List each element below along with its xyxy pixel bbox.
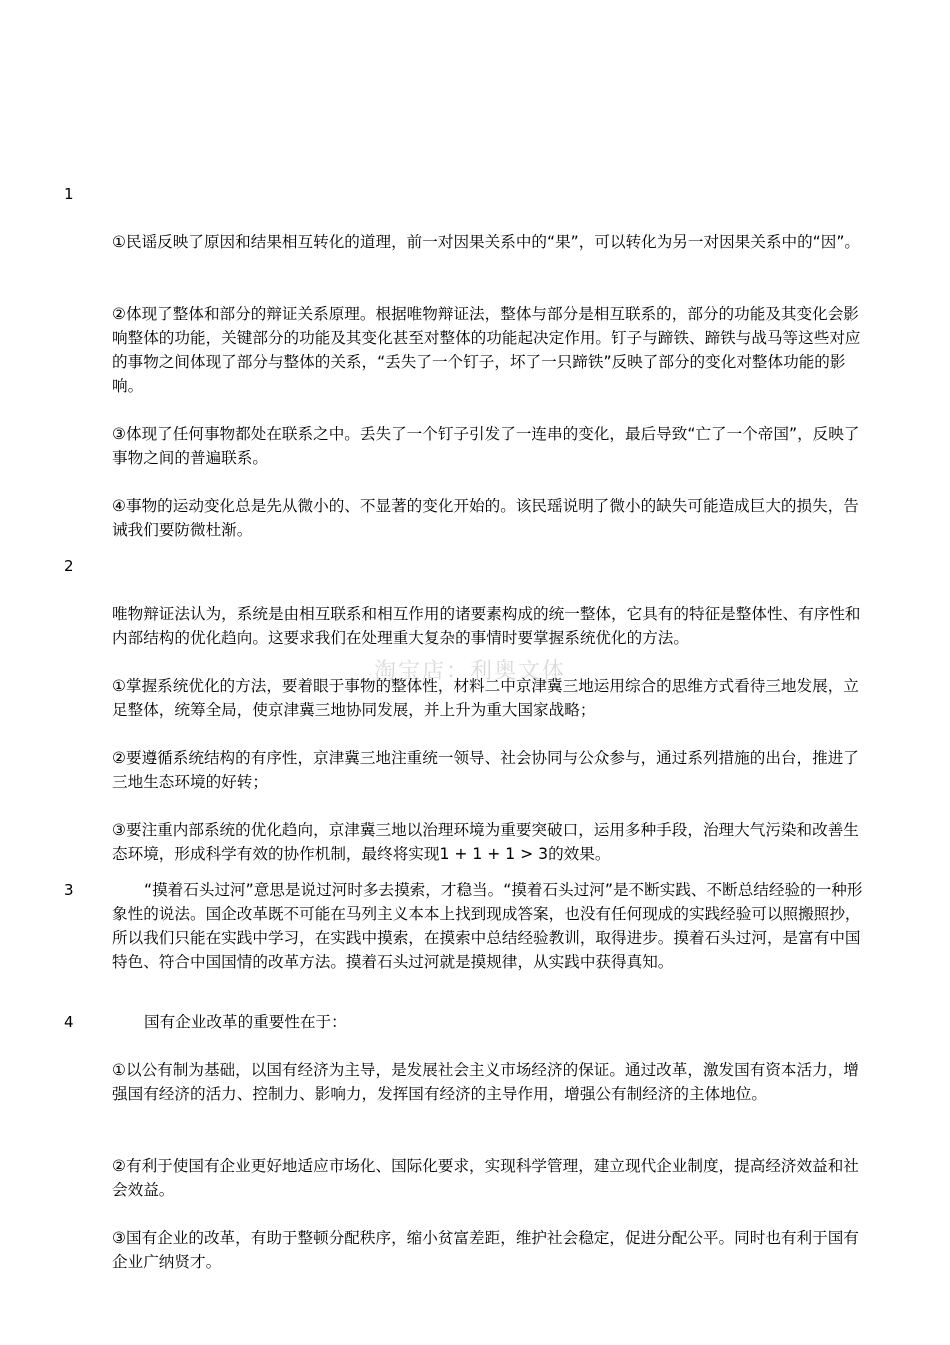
paragraph: ④事物的运动变化总是先从微小的、不显著的变化开始的。该民瑶说明了微小的缺失可能造成巨大的损失，告诫我们要防微杜渐。 xyxy=(112,497,859,539)
paragraph: ①民谣反映了原因和结果相互转化的道理，前一对因果关系中的“果”，可以转化为另一对因果关系中的“因”。 xyxy=(112,233,861,251)
watermark-text: 淘宝店：利奥文体 xyxy=(374,659,567,684)
item-number: 2 xyxy=(64,557,74,575)
paragraph: “摸着石头过河”意思是说过河时多去摸索，才稳当。“摸着石头过河”是不断实践、不断总结经验的一种形象性的说法。国企改革既不可能在马列主义本本上找到现成答案，也没有任何现成的实践经验可以照搬照抄，所以我们只能在实践中学习，在实践中摸索，在摸索中总结经验教训，取得进步。摸着石头过河，是富有中国特色、符合中国国情的改革方法。摸着石头过河就是摸规律，从实践中获得真知。 xyxy=(112,881,863,971)
paragraph: ①以公有制为基础，以国有经济为主导，是发展社会主义市场经济的保证。通过改革，激发国有资本活力，增强国有经济的活力、控制力、影响力，发挥国有经济的主导作用，增强公有制经济的主体地位。 xyxy=(112,1061,859,1103)
paragraph: ②有利于使国有企业更好地适应市场化、国际化要求，实现科学管理，建立现代企业制度，提高经济效益和社会效益。 xyxy=(112,1157,859,1199)
paragraph: 唯物辩证法认为，系统是由相互联系和相互作用的诸要素构成的统一整体，它具有的特征是整体性、有序性和内部结构的优化趋向。这要求我们在处理重大复杂的事情时要掌握系统优化的方法。 xyxy=(112,605,861,647)
paragraph: ②体现了整体和部分的辩证关系原理。根据唯物辩证法，整体与部分是相互联系的，部分的功能及其变化会影响整体的功能，关键部分的功能及其变化甚至对整体的功能起决定作用。钉子与蹄铁、蹄铁与战马等这些对应的事物之间体现了部分与整体的关系，“丢失了一个钉子，坏了一只蹄铁”反映了部分的变化对整体功能的影响。 xyxy=(112,305,861,395)
item-number: 3 xyxy=(64,881,74,899)
item-number: 1 xyxy=(64,185,74,203)
paragraph: ③国有企业的改革，有助于整顿分配秩序，缩小贫富差距，维护社会稳定，促进分配公平。同时也有利于国有企业广纳贤才。 xyxy=(112,1229,859,1271)
paragraph: ③体现了任何事物都处在联系之中。丢失了一个钉子引发了一连串的变化，最后导致“亡了一个帝国”，反映了事物之间的普遍联系。 xyxy=(112,425,860,467)
paragraph: 国有企业改革的重要性在于： xyxy=(144,1013,347,1031)
paragraph: ②要遵循系统结构的有序性，京津冀三地注重统一领导、社会协同与公众参与，通过系列措施的出台，推进了三地生态环境的好转； xyxy=(112,749,859,791)
paragraph: ③要注重内部系统的优化趋向，京津冀三地以治理环境为重要突破口，运用多种手段，治理大气污染和改善生态环境，形成科学有效的协作机制，最终将实现1 + 1 + 1 > 3的效果。 xyxy=(112,821,859,863)
item-number: 4 xyxy=(64,1013,74,1031)
paragraph: ①掌握系统优化的方法，要着眼于事物的整体性，材料二中京津冀三地运用综合的思维方式看待三地发展，立足整体，统筹全局，使京津冀三地协同发展，并上升为重大国家战略； xyxy=(112,677,859,719)
